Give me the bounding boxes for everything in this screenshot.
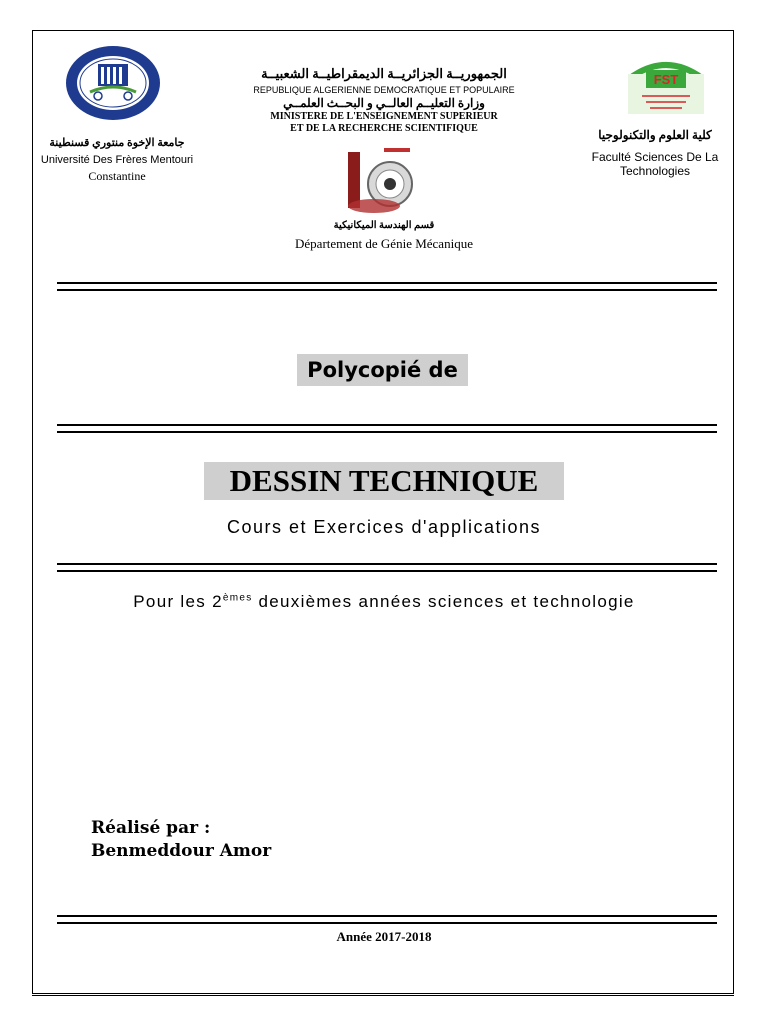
ministry-name-french-line2: ET DE LA RECHERCHE SCIENTIFIQUE xyxy=(290,123,478,134)
audience-prefix: Pour les 2 xyxy=(133,592,223,611)
divider-bottom xyxy=(57,915,717,924)
audience-superscript: èmes xyxy=(222,592,253,604)
department-name-arabic: قسم الهندسة الميكانيكية xyxy=(333,220,435,231)
divider-top xyxy=(57,282,717,291)
university-seal-logo xyxy=(64,44,162,122)
faculty-name-french: Faculté Sciences De La Technologies xyxy=(591,150,719,178)
author-name: Benmeddour Amor xyxy=(91,841,272,861)
audience-line xyxy=(60,592,708,612)
university-name-arabic: جامعة الإخوة منتوري قسنطينة xyxy=(49,137,185,149)
department-emblem-logo xyxy=(344,146,424,216)
bottom-rule xyxy=(32,995,734,996)
republic-name-french: REPUBLIQUE ALGERIENNE DEMOCRATIQUE ET POPULAIRE xyxy=(253,85,515,95)
divider-below-title xyxy=(57,563,717,572)
divider-above-title xyxy=(57,424,717,433)
subject-title: DESSIN TECHNIQUE xyxy=(204,462,564,500)
faculty-name-arabic: كلية العلوم والتكنولوجيا xyxy=(598,128,712,142)
fst-logo-text: FST xyxy=(653,72,679,87)
university-name-french: Université Des Frères Mentouri xyxy=(40,154,194,166)
polycopie-heading: Polycopié de xyxy=(297,354,468,386)
academic-year: Année 2017-2018 xyxy=(336,929,432,944)
author-label: Réalisé par : xyxy=(91,818,211,838)
ministry-name-french-line1: MINISTERE DE L'ENSEIGNEMENT SUPERIEUR xyxy=(270,111,498,122)
department-name-french: Département de Génie Mécanique xyxy=(295,236,473,251)
audience-rest: deuxièmes années sciences et technologie xyxy=(252,592,635,611)
ministry-name-arabic: وزارة التعليــم العالــي و البحــث العلمــي xyxy=(283,96,485,110)
fst-logo xyxy=(624,56,708,116)
university-city: Constantine xyxy=(88,169,146,183)
subtitle: Cours et Exercices d'applications xyxy=(226,517,542,537)
republic-name-arabic: الجمهوريــة الجزائريــة الديمقراطيــة الشعبيــة xyxy=(261,66,507,81)
